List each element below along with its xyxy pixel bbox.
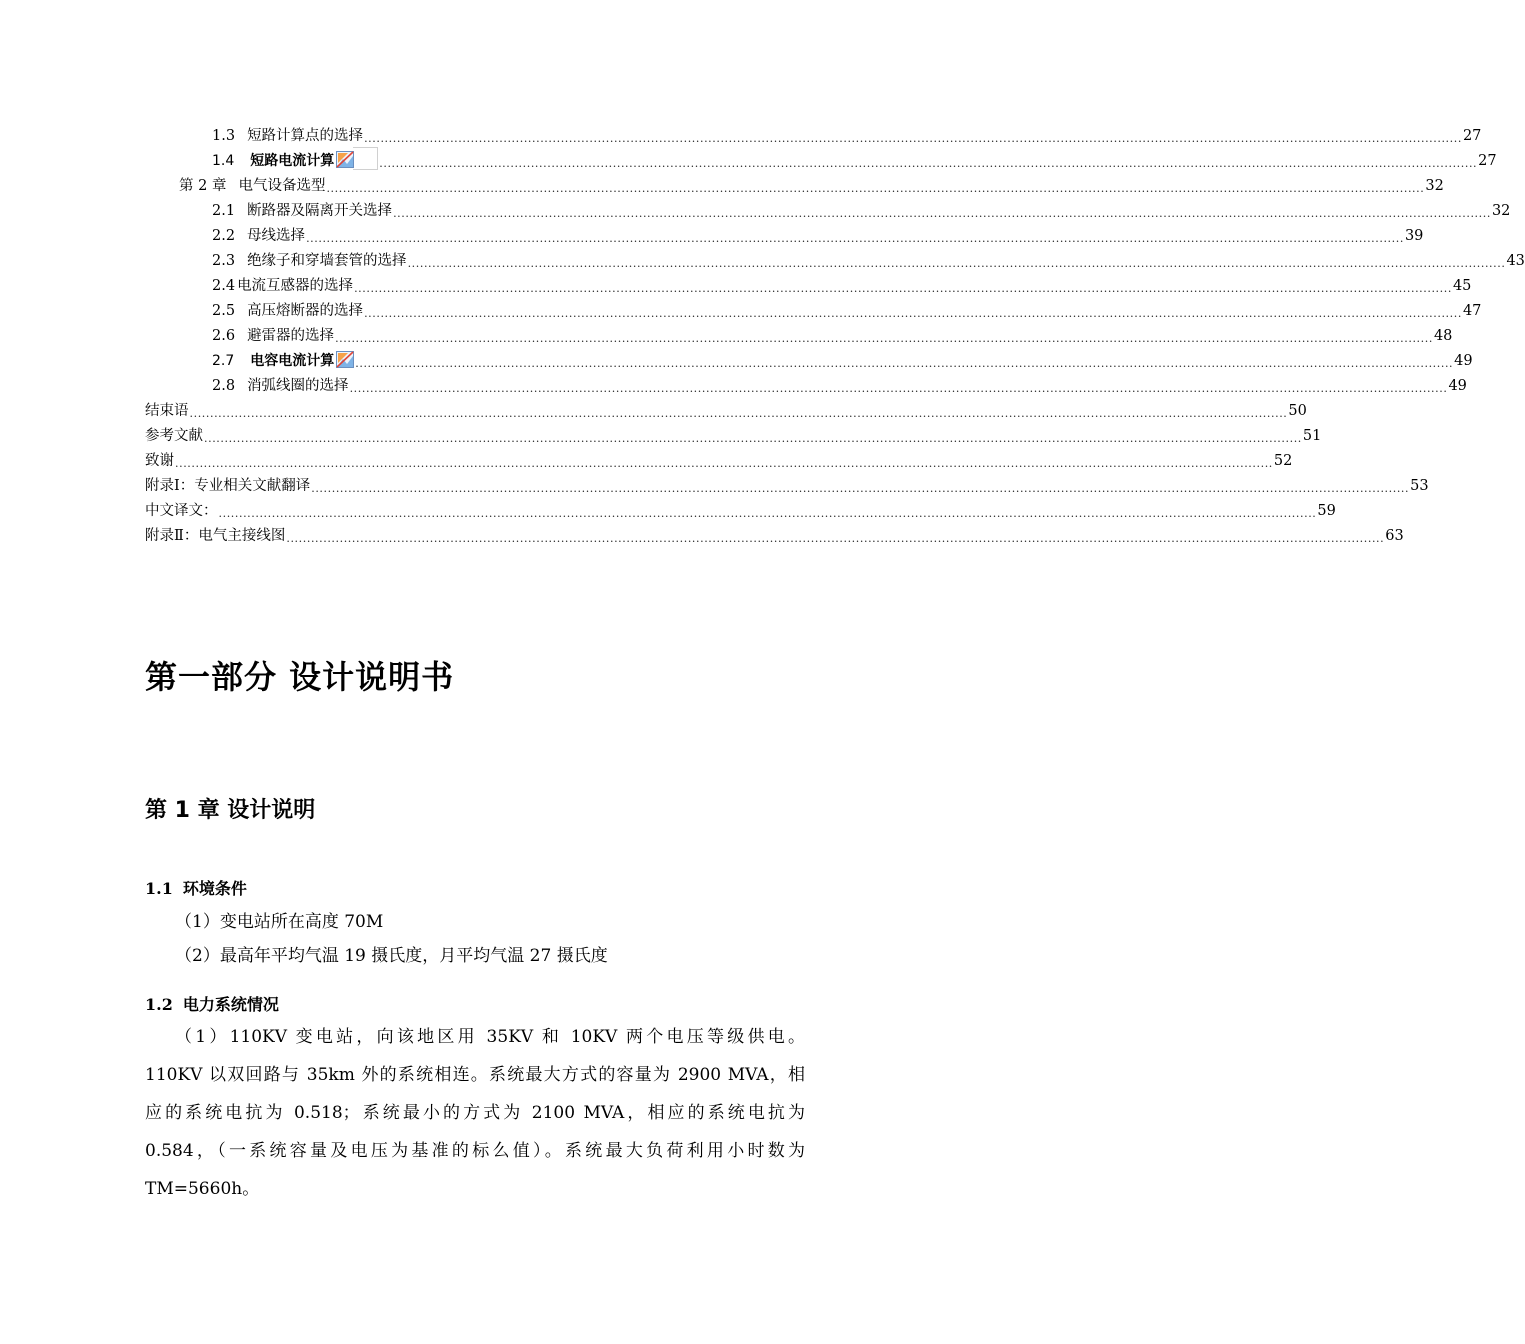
toc-leader-dots: ............................................................................................................................................................................................................................................................................ [311,482,1410,495]
toc-leader-dots: ............................................................................................................................................................................................................................................................................ [349,382,1448,395]
toc-entry-title: 消弧线圈的选择 [247,378,349,394]
toc-page-number: 48 [1433,328,1453,344]
toc-entry-title: 附录Ⅰ：专业相关文献翻译 [145,478,311,494]
section-title: 电力系统情况 [182,995,279,1014]
paragraph-line: TM=5660h。 [145,1179,260,1199]
paragraph-line: 应的系统电抗为 0.518；系统最小的方式为 2100 MVA，相应的系统电抗为 [145,1103,805,1123]
toc-leader-dots: ............................................................................................................................................................................................................................................................................ [326,182,1425,195]
toc-entry-title: 高压熔断器的选择 [247,303,364,319]
toc-leader-dots: ............................................................................................................................................................................................................................................................................ [393,207,1491,220]
toc-page-number: 49 [1448,378,1467,394]
toc-entry-title: 中文译文： [145,503,218,519]
toc-entry[interactable]: 2.7 电容电流计算 ............................................................................................................................................................................................................................................................................ 49 [212,353,1473,370]
toc-leader-dots: ............................................................................................................................................................................................................................................................................ [204,432,1302,445]
paragraph-line: 110KV 以双回路与 35km 外的系统相连。系统最大方式的容量为 2900 MVA，相 [145,1065,805,1085]
toc-entry[interactable] [145,526,1404,546]
toc-leader-dots: ............................................................................................................................................................................................................................................................................ [218,507,1317,520]
toc-page-number: 53 [1410,478,1429,494]
toc-page-number: 51 [1302,428,1322,444]
section-title: 环境条件 [182,879,247,898]
toc-entry-title: 参考文献 [145,428,203,444]
toc-leader-dots: ............................................................................................................................................................................................................................................................................ [355,357,1454,370]
toc-entry-title: 结束语 [145,403,189,419]
toc-page-number: 39 [1404,228,1424,244]
toc-page-number: 59 [1317,503,1336,519]
toc-page-number: 47 [1462,303,1482,319]
toc-leader-dots: ............................................................................................................................................................................................................................................................................ [379,157,1478,170]
toc-leader-dots: ............................................................................................................................................................................................................................................................................ [354,282,1452,295]
toc-entry[interactable] [145,476,1429,496]
toc-entry[interactable] [145,451,1293,471]
toc-entry[interactable]: 2.4 电流互感器的选择 ............................................................................................................................................................................................................................................................................ 45 [212,278,1472,295]
toc-entry-title: 致谢 [145,453,174,469]
paragraph-line: 0.584，（一系统容量及电压为基准的标么值）。系统最大负荷利用小时数为 [145,1141,805,1161]
toc-entry[interactable]: 2.8 消弧线圈的选择 ............................................................................................................................................................................................................................................................................ 49 [212,378,1467,395]
toc-entry[interactable]: 2.5 高压熔断器的选择 ............................................................................................................................................................................................................................................................................ 47 [212,303,1482,320]
toc-entry-title: 电气设备选型 [238,178,326,194]
section-heading: 1.1 环境条件 [145,879,247,898]
toc-page-number: 27 [1462,128,1482,144]
paragraph-line: （1）110KV 变电站，向该地区用 35KV 和 10KV 两个电压等级供电。 [175,1027,805,1047]
toc-leader-dots: ............................................................................................................................................................................................................................................................................ [286,532,1385,545]
toc-page-number: 32 [1425,178,1444,194]
toc-entry[interactable]: 2.6 避雷器的选择 ............................................................................................................................................................................................................................................................................ 48 [212,328,1453,345]
toc-entry-title: 附录Ⅱ：电气主接线图 [145,528,286,544]
toc-page-number: 63 [1385,528,1404,544]
toc-page-number: 49 [1454,353,1473,369]
chapter-title: 第 1 章 设计说明 [145,798,316,823]
toc-page-number: 52 [1273,453,1293,469]
part-title: 第一部分 设计说明书 [145,658,455,696]
toc-page-number: 32 [1491,203,1511,219]
toc-entry[interactable] [145,401,1307,421]
body-paragraph [145,1018,805,1208]
broken-image-icon [336,151,354,168]
toc-entry-title: 短路计算点的选择 [247,128,364,144]
toc-entry[interactable]: 1.4 短路电流计算 ............................................................................................................................................................................................................................................................................ 27 [212,151,805,171]
toc-entry-title: 断路器及隔离开关选择 [247,203,393,219]
toc-page-number: 45 [1452,278,1472,294]
toc-page-number: 43 [1506,253,1525,269]
toc-entry-title: 绝缘子和穿墙套管的选择 [247,253,407,269]
toc-page-number: 50 [1288,403,1307,419]
image-frame [353,147,378,170]
toc-entry[interactable] [145,501,1336,521]
toc-leader-dots: ............................................................................................................................................................................................................................................................................ [189,407,1288,420]
toc-entry[interactable]: 2.1 断路器及隔离开关选择 ............................................................................................................................................................................................................................................................................ 32 [212,203,1511,220]
toc-entry-title: 短路电流计算 [250,153,335,169]
toc-leader-dots: ............................................................................................................................................................................................................................................................................ [335,332,1433,345]
toc-leader-dots: ............................................................................................................................................................................................................................................................................ [175,457,1273,470]
toc-entry[interactable]: 2.2 母线选择 ............................................................................................................................................................................................................................................................................ 39 [212,228,1424,245]
section-heading: 1.2 电力系统情况 [145,995,279,1014]
toc-entry[interactable]: 1.3 短路计算点的选择 ............................................................................................................................................................................................................................................................................ 27 [212,128,1482,145]
toc-leader-dots: ............................................................................................................................................................................................................................................................................ [364,132,1462,145]
toc-leader-dots: ............................................................................................................................................................................................................................................................................ [364,307,1462,320]
toc-entry[interactable]: 2.3 绝缘子和穿墙套管的选择 ............................................................................................................................................................................................................................................................................ 43 [212,253,1525,270]
toc-entry-title: 避雷器的选择 [247,328,335,344]
toc-leader-dots: ............................................................................................................................................................................................................................................................................ [407,257,1506,270]
toc-leader-dots: ............................................................................................................................................................................................................................................................................ [306,232,1404,245]
list-item: （2）最高年平均气温 19 摄氏度，月平均气温 27 摄氏度 [175,946,608,966]
toc-entry-title: 母线选择 [247,228,306,244]
toc-entry[interactable]: 第 2 章 电气设备选型 ............................................................................................................................................................................................................................................................................ 32 [179,178,1444,195]
toc-entry-title: 电流互感器的选择 [237,278,354,294]
toc-page-number: 27 [1478,153,1497,169]
toc-entry-title: 电容电流计算 [250,353,335,369]
toc-entry[interactable] [145,426,1322,446]
list-item: （1）变电站所在高度 70M [175,912,384,932]
broken-image-icon [336,351,354,368]
